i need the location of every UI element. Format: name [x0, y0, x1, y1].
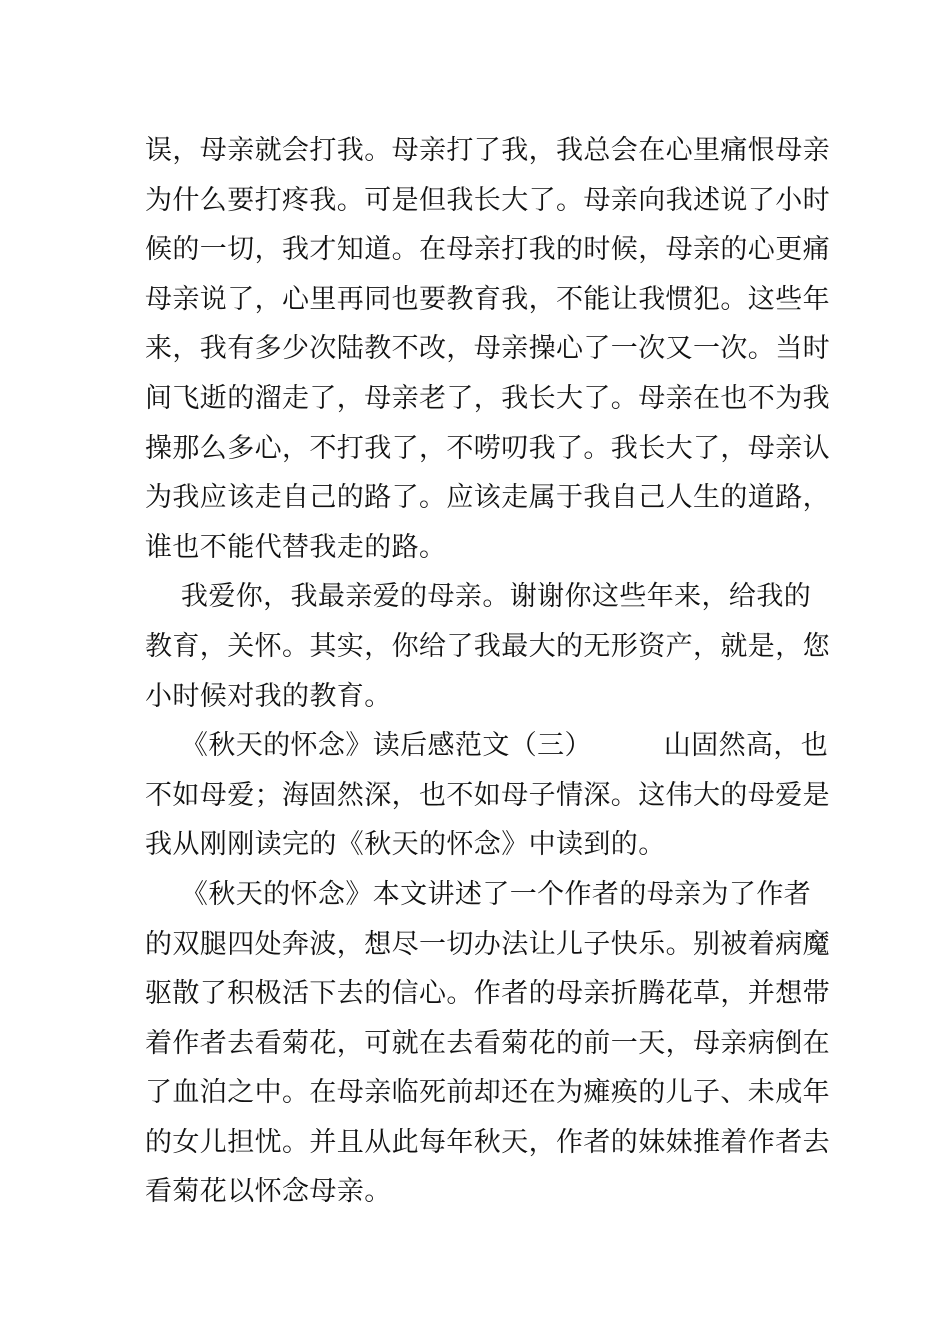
text-line-1: 误，母亲就会打我。母亲打了我，我总会在心里痛恨母亲 [145, 135, 830, 166]
text-line-15: 我从刚刚读完的《秋天的怀念》中读到的。 [145, 829, 666, 861]
text-line-10: 我爱你，我最亲爱的母亲。谢谢你这些年来，给我的 [145, 581, 812, 613]
text-line-17: 的双腿四处奔波，想尽一切办法让儿子快乐。别被着病魔 [145, 928, 830, 960]
text-line-14: 不如母爱；海固然深，也不如母子情深。这伟大的母爱是 [145, 779, 830, 811]
text-line-9: 谁也不能代替我走的路。 [145, 531, 447, 563]
text-line-6: 间飞逝的溜走了，母亲老了，我长大了。母亲在也不为我 [145, 382, 830, 414]
text-line-5: 来，我有多少次陆教不改，母亲操心了一次又一次。当时 [145, 333, 830, 365]
text-line-7: 操那么多心，不打我了，不唠叨我了。我长大了，母亲认 [145, 432, 830, 464]
text-line-11: 教育，关怀。其实，你给了我最大的无形资产，就是，您 [145, 630, 830, 662]
text-line-3: 候的一切，我才知道。在母亲打我的时候，母亲的心更痛 [145, 234, 830, 266]
text-line-2: 为什么要打疼我。可是但我长大了。母亲向我述说了小时 [145, 184, 830, 216]
body-text [145, 126, 830, 1217]
text-line-19: 着作者去看菊花，可就在去看菊花的前一天，母亲病倒在 [145, 1027, 830, 1059]
text-line-20: 了血泊之中。在母亲临死前却还在为瘫痪的儿子、未成年 [145, 1077, 830, 1109]
text-line-12: 小时候对我的教育。 [145, 680, 392, 712]
text-line-16: 《秋天的怀念》本文讲述了一个作者的母亲为了作者 [145, 878, 812, 910]
text-line-21: 的女儿担忧。并且从此每年秋天，作者的妹妹推着作者去 [145, 1126, 830, 1158]
text-line-18: 驱散了积极活下去的信心。作者的母亲折腾花草，并想带 [145, 978, 830, 1010]
text-line-22: 看菊花以怀念母亲。 [145, 1176, 392, 1208]
text-line-13: 《秋天的怀念》读后感范文（三） 山固然高，也 [145, 730, 829, 762]
text-line-4: 母亲说了，心里再同也要教育我，不能让我惯犯。这些年 [145, 283, 830, 315]
text-line-8: 为我应该走自己的路了。应该走属于我自己人生的道路， [145, 482, 830, 514]
